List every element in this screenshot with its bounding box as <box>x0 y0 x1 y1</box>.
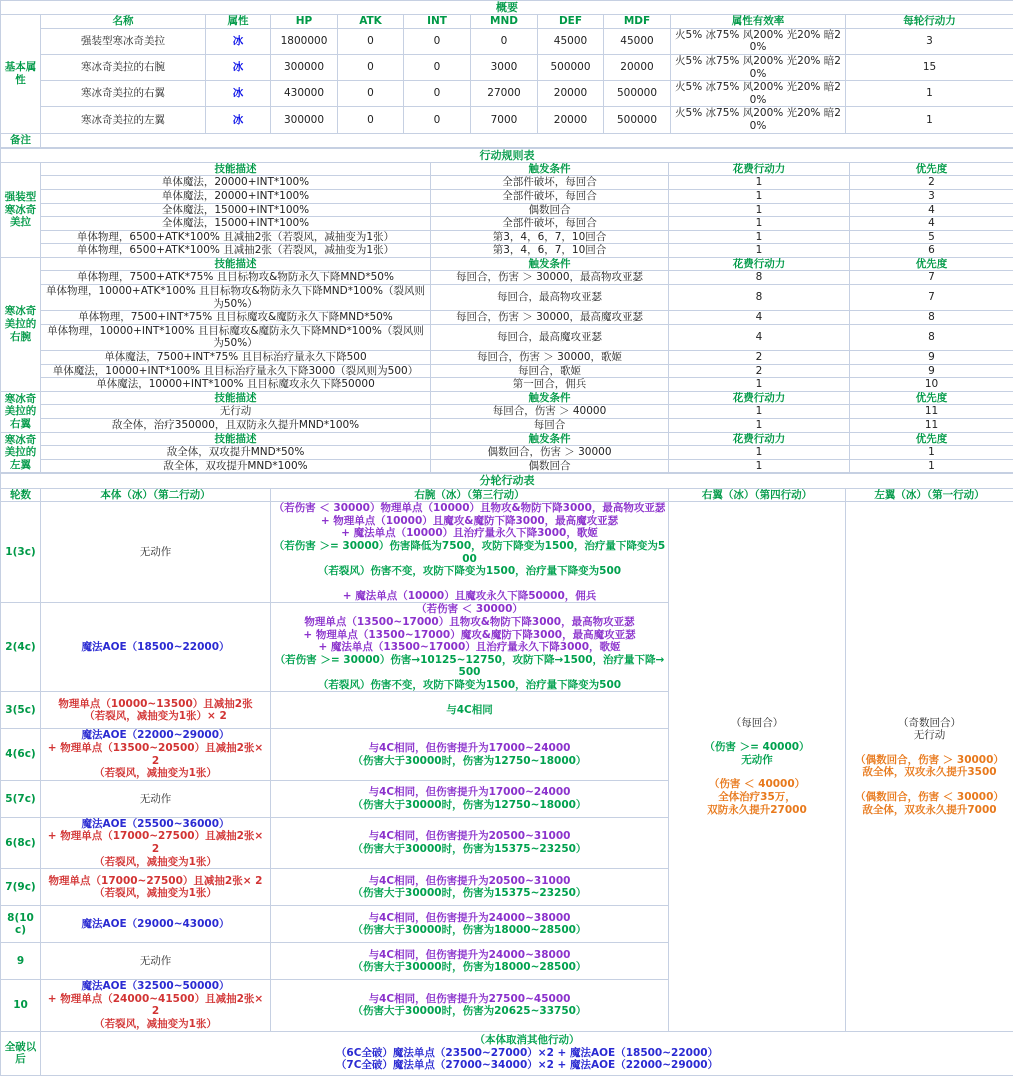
ap-cell: 1 <box>846 81 1013 107</box>
mnd-cell: 3000 <box>471 54 538 80</box>
hp-cell: 430000 <box>271 81 338 107</box>
text-line: + 物理单点（13500~17000）魔攻&魔防下降3000，最高魔攻亚瑟 <box>273 629 666 642</box>
table-row <box>1 1031 1013 1075</box>
mdf-cell: 45000 <box>604 28 671 54</box>
column-header: 右翼（冰）（第四行动） <box>669 488 846 502</box>
arm-action-cell <box>271 502 669 603</box>
trigger-cell: 每回合，伤害 ＞ 30000，最高魔攻亚瑟 <box>431 311 669 325</box>
body-action-cell <box>41 817 271 868</box>
text-line: 与4C相同，但伤害提升为17000~24000 <box>273 742 666 755</box>
priority-cell: 8 <box>850 311 1013 325</box>
skill-cell: 敌全体，双攻提升MND*50% <box>41 446 431 460</box>
cost-cell: 1 <box>669 244 850 258</box>
text-line: + 物理单点（24000~41500）且减抽2张× 2 <box>43 993 268 1018</box>
text-line: （若裂风，减抽变为1张） <box>43 767 268 780</box>
skill-cell: 单体物理，7500+INT*75% 且目标魔攻&魔防永久下降MND*50% <box>41 311 431 325</box>
column-header: HP <box>271 15 338 29</box>
column-header: 花费行动力 <box>669 391 850 405</box>
skill-cell: 单体魔法，7500+INT*75% 且目标治疗量永久下降500 <box>41 351 431 365</box>
atk-cell: 0 <box>338 28 404 54</box>
mdf-cell: 20000 <box>604 54 671 80</box>
priority-cell: 11 <box>850 419 1013 433</box>
trigger-cell: 第3，4，6，7，10回合 <box>431 230 669 244</box>
cost-cell: 4 <box>669 311 850 325</box>
column-header: 花费行动力 <box>669 162 850 176</box>
text-line: （若裂风，减抽变为1张） <box>43 856 268 869</box>
text-line: 与4C相同，但伤害提升为20500~31000 <box>273 875 666 888</box>
table-row <box>1 502 1013 603</box>
cost-cell: 2 <box>669 351 850 365</box>
column-header: 触发条件 <box>431 257 669 271</box>
column-header: 优先度 <box>850 162 1013 176</box>
text-line: 魔法AOE（29000~43000） <box>43 918 268 931</box>
column-header: 技能描述 <box>41 257 431 271</box>
cost-cell: 1 <box>669 217 850 231</box>
body-action-cell <box>41 692 271 729</box>
column-header: MND <box>471 15 538 29</box>
text-line: （若伤害 ＞= 30000）伤害→10125~12750，攻防下降→1500，治疗量下降→500 <box>273 654 666 679</box>
trigger-cell: 全部件破坏，每回合 <box>431 176 669 190</box>
round-label-cell: 7(9c) <box>1 869 41 906</box>
overview-table <box>0 0 1013 148</box>
table-row <box>1 257 1013 271</box>
table-row <box>1 148 1013 162</box>
priority-cell: 9 <box>850 351 1013 365</box>
row-group-label: 寒冰奇美拉的左翼 <box>1 432 41 473</box>
int-cell: 0 <box>404 107 471 133</box>
attr-cell: 冰 <box>206 28 271 54</box>
table-row <box>1 81 1013 107</box>
hp-cell: 300000 <box>271 107 338 133</box>
table-row <box>1 391 1013 405</box>
text-line: 魔法AOE（25500~36000） <box>43 818 268 831</box>
cost-cell: 1 <box>669 203 850 217</box>
body-action-cell <box>41 906 271 943</box>
cost-cell: 1 <box>669 459 850 473</box>
priority-cell: 6 <box>850 244 1013 258</box>
body-action-cell <box>41 980 271 1031</box>
skill-cell: 单体魔法，20000+INT*100% <box>41 189 431 203</box>
column-header: INT <box>404 15 471 29</box>
text-line: （伤害大于30000时，伤害为15375~23250） <box>273 843 666 856</box>
table-row <box>1 176 1013 190</box>
body-action-cell <box>41 502 271 603</box>
text-line: 无动作 <box>43 955 268 968</box>
cost-cell: 4 <box>669 324 850 350</box>
text-line: 无动作 <box>43 546 268 559</box>
text-line: 无动作 <box>43 793 268 806</box>
trigger-cell: 全部件破坏，每回合 <box>431 189 669 203</box>
text-line: 魔法AOE（32500~50000） <box>43 980 268 993</box>
overview-title: 概要 <box>1 1 1013 15</box>
trigger-cell: 每回合，伤害 ＞ 30000，最高物攻亚瑟 <box>431 271 669 285</box>
round-actions-table <box>0 473 1013 1075</box>
cost-cell: 1 <box>669 446 850 460</box>
column-header: 触发条件 <box>431 162 669 176</box>
def-cell: 45000 <box>538 28 604 54</box>
table-row <box>1 203 1013 217</box>
cost-cell: 1 <box>669 176 850 190</box>
skill-cell: 单体物理，10000+ATK*100% 且目标物攻&物防永久下降MND*100%（裂风则为50%） <box>41 285 431 311</box>
row-group-label: 基本属性 <box>1 15 41 133</box>
text-line: 与4C相同 <box>273 704 666 717</box>
table-row <box>1 133 1013 147</box>
eff-cell: 火5% 冰75% 风200% 光20% 暗20% <box>671 107 846 133</box>
allbreak-label: 全破以后 <box>1 1031 41 1075</box>
cost-cell: 8 <box>669 271 850 285</box>
table-row <box>1 230 1013 244</box>
priority-cell: 4 <box>850 203 1013 217</box>
text-line: （伤害大于30000时，伤害为18000~28500） <box>273 924 666 937</box>
column-header: 属性 <box>206 15 271 29</box>
def-cell: 500000 <box>538 54 604 80</box>
text-line: （若裂风）伤害不变，攻防下降变为1500，治疗量下降变为500 <box>273 679 666 692</box>
round-label-cell: 4(6c) <box>1 729 41 780</box>
row-group-label: 强装型寒冰奇美拉 <box>1 162 41 257</box>
column-header: 技能描述 <box>41 162 431 176</box>
text-line <box>273 578 666 590</box>
arm-action-cell <box>271 869 669 906</box>
note-label: 备注 <box>1 133 41 147</box>
round-label-cell: 8(10c) <box>1 906 41 943</box>
hp-cell: 300000 <box>271 54 338 80</box>
trigger-cell: 每回合，最高魔攻亚瑟 <box>431 324 669 350</box>
cost-cell: 1 <box>669 405 850 419</box>
table-row <box>1 378 1013 392</box>
text-line: 无动作 <box>671 754 843 767</box>
body-action-cell <box>41 603 271 692</box>
def-cell: 20000 <box>538 107 604 133</box>
mnd-cell: 27000 <box>471 81 538 107</box>
round-label-cell: 9 <box>1 943 41 980</box>
table-row <box>1 432 1013 446</box>
name-cell: 寒冰奇美拉的右腕 <box>41 54 206 80</box>
trigger-cell: 第3，4，6，7，10回合 <box>431 244 669 258</box>
row-group-label: 寒冰奇美拉的右翼 <box>1 391 41 432</box>
column-header: 优先度 <box>850 391 1013 405</box>
allbreak-cell <box>41 1031 1013 1075</box>
mdf-cell: 500000 <box>604 81 671 107</box>
rounds-title: 分轮行动表 <box>1 474 1013 488</box>
row-group-label: 寒冰奇美拉的右腕 <box>1 257 41 391</box>
table-row <box>1 324 1013 350</box>
name-cell: 强装型寒冰奇美拉 <box>41 28 206 54</box>
column-header: 花费行动力 <box>669 432 850 446</box>
priority-cell: 1 <box>850 459 1013 473</box>
mnd-cell: 0 <box>471 28 538 54</box>
cost-cell: 1 <box>669 419 850 433</box>
cost-cell: 8 <box>669 285 850 311</box>
table-row <box>1 488 1013 502</box>
text-line: 敌全体，双攻永久提升3500 <box>848 766 1011 779</box>
column-header: 触发条件 <box>431 432 669 446</box>
text-line: （偶数回合，伤害 ＞ 30000） <box>848 754 1011 767</box>
body-action-cell <box>41 943 271 980</box>
text-line <box>848 742 1011 754</box>
eff-cell: 火5% 冰75% 风200% 光20% 暗20% <box>671 54 846 80</box>
text-line: （伤害大于30000时，伤害为12750~18000） <box>273 799 666 812</box>
text-line: + 魔法单点（10000）且魔攻永久下降50000，佣兵 <box>273 590 666 603</box>
left-wing-cell <box>846 502 1013 1031</box>
arm-action-cell <box>271 692 669 729</box>
text-line: 魔法AOE（18500~22000） <box>43 641 268 654</box>
table-row <box>1 271 1013 285</box>
priority-cell: 3 <box>850 189 1013 203</box>
table-row <box>1 459 1013 473</box>
text-line: 魔法AOE（22000~29000） <box>43 729 268 742</box>
column-header: 轮数 <box>1 488 41 502</box>
column-header: 技能描述 <box>41 391 431 405</box>
column-header: 技能描述 <box>41 432 431 446</box>
mdf-cell: 500000 <box>604 107 671 133</box>
priority-cell: 8 <box>850 324 1013 350</box>
body-action-cell <box>41 869 271 906</box>
text-line: 敌全体，双攻永久提升7000 <box>848 804 1011 817</box>
text-line: 无行动 <box>848 729 1011 742</box>
trigger-cell: 每回合，歌姬 <box>431 364 669 378</box>
text-line <box>671 766 843 778</box>
text-line: （若裂风，减抽变为1张） <box>43 1018 268 1031</box>
text-line: 与4C相同，但伤害提升为27500~45000 <box>273 993 666 1006</box>
text-line <box>848 779 1011 791</box>
cost-cell: 1 <box>669 378 850 392</box>
skill-cell: 无行动 <box>41 405 431 419</box>
table-row <box>1 162 1013 176</box>
text-line: （本体取消其他行动） <box>43 1034 1011 1047</box>
table-row <box>1 28 1013 54</box>
table-row <box>1 54 1013 80</box>
text-line: （若裂风，减抽变为1张）× 2 <box>43 710 268 723</box>
column-header: 左翼（冰）（第一行动） <box>846 488 1013 502</box>
ap-cell: 1 <box>846 107 1013 133</box>
text-line: （7C全破）魔法单点（27000~34000）×2 + 魔法AOE（22000~29000） <box>43 1059 1011 1072</box>
trigger-cell: 每回合，伤害 ＞ 30000，歌姬 <box>431 351 669 365</box>
skill-cell: 单体魔法，20000+INT*100% <box>41 176 431 190</box>
cost-cell: 2 <box>669 364 850 378</box>
trigger-cell: 全部件破坏，每回合 <box>431 217 669 231</box>
text-line: 全体治疗35万， <box>671 791 843 804</box>
text-line: + 物理单点（10000）且魔攻&魔防下降3000，最高魔攻亚瑟 <box>273 515 666 528</box>
text-line: （伤害大于30000时，伤害为12750~18000） <box>273 755 666 768</box>
eff-cell: 火5% 冰75% 风200% 光20% 暗20% <box>671 81 846 107</box>
skill-cell: 单体物理，7500+ATK*75% 且目标物攻&物防永久下降MND*50% <box>41 271 431 285</box>
text-line: 物理单点（13500~17000）且物攻&物防下降3000，最高物攻亚瑟 <box>273 616 666 629</box>
table-row <box>1 285 1013 311</box>
trigger-cell: 每回合，伤害 ＞ 40000 <box>431 405 669 419</box>
priority-cell: 9 <box>850 364 1013 378</box>
table-row <box>1 217 1013 231</box>
cost-cell: 1 <box>669 189 850 203</box>
column-header: 优先度 <box>850 432 1013 446</box>
text-line: + 魔法单点（10000）且治疗量永久下降3000，歌姬 <box>273 527 666 540</box>
skill-cell: 敌全体，双攻提升MND*100% <box>41 459 431 473</box>
arm-action-cell <box>271 729 669 780</box>
column-header: MDF <box>604 15 671 29</box>
skill-cell: 单体物理，10000+INT*100% 且目标魔攻&魔防永久下降MND*100%（裂风则为50%） <box>41 324 431 350</box>
skill-cell: 单体魔法，10000+INT*100% 且目标魔攻永久下降50000 <box>41 378 431 392</box>
text-line: 物理单点（17000~27500）且减抽2张× 2 <box>43 875 268 888</box>
text-line: （若伤害 ＜ 30000）物理单点（10000）且物攻&物防下降3000，最高物攻亚瑟 <box>273 502 666 515</box>
column-header: 本体（冰）（第二行动） <box>41 488 271 502</box>
table-row <box>1 107 1013 133</box>
rules-title: 行动规则表 <box>1 148 1013 162</box>
trigger-cell: 偶数回合，伤害 ＞ 30000 <box>431 446 669 460</box>
hp-cell: 1800000 <box>271 28 338 54</box>
skill-cell: 敌全体，治疗350000，且双防永久提升MND*100% <box>41 419 431 433</box>
text-line: 双防永久提升27000 <box>671 804 843 817</box>
table-row <box>1 405 1013 419</box>
round-label-cell: 3(5c) <box>1 692 41 729</box>
priority-cell: 2 <box>850 176 1013 190</box>
ap-cell: 15 <box>846 54 1013 80</box>
ap-cell: 3 <box>846 28 1013 54</box>
table-row <box>1 189 1013 203</box>
attr-cell: 冰 <box>206 81 271 107</box>
trigger-cell: 每回合，最高物攻亚瑟 <box>431 285 669 311</box>
atk-cell: 0 <box>338 107 404 133</box>
priority-cell: 5 <box>850 230 1013 244</box>
arm-action-cell <box>271 906 669 943</box>
column-header: 触发条件 <box>431 391 669 405</box>
table-row <box>1 351 1013 365</box>
priority-cell: 4 <box>850 217 1013 231</box>
column-header: 每轮行动力 <box>846 15 1013 29</box>
trigger-cell: 偶数回合 <box>431 459 669 473</box>
trigger-cell: 每回合 <box>431 419 669 433</box>
cost-cell: 1 <box>669 230 850 244</box>
trigger-cell: 偶数回合 <box>431 203 669 217</box>
action-rules-table <box>0 148 1013 474</box>
table-row <box>1 244 1013 258</box>
text-line: （伤害 ＜ 40000） <box>671 778 843 791</box>
name-cell: 寒冰奇美拉的左翼 <box>41 107 206 133</box>
text-line: （若伤害 ＞= 30000）伤害降低为7500，攻防下降变为1500，治疗量下降变为500 <box>273 540 666 565</box>
int-cell: 0 <box>404 54 471 80</box>
text-line: （若伤害 ＜ 30000） <box>273 603 666 616</box>
text-line: + 魔法单点（13500~17000）且治疗量永久下降3000，歌姬 <box>273 641 666 654</box>
text-line: （偶数回合，伤害 ＜ 30000） <box>848 791 1011 804</box>
table-row <box>1 311 1013 325</box>
column-header: 属性有效率 <box>671 15 846 29</box>
attr-cell: 冰 <box>206 107 271 133</box>
round-label-cell: 2(4c) <box>1 603 41 692</box>
attr-cell: 冰 <box>206 54 271 80</box>
round-label-cell: 5(7c) <box>1 780 41 817</box>
text-line: （伤害 ＞= 40000） <box>671 741 843 754</box>
right-wing-cell <box>669 502 846 1031</box>
table-row <box>1 364 1013 378</box>
int-cell: 0 <box>404 81 471 107</box>
column-header: ATK <box>338 15 404 29</box>
text-line: + 物理单点（13500~20500）且减抽2张× 2 <box>43 742 268 767</box>
skill-cell: 单体魔法，10000+INT*100% 且目标治疗量永久下降3000（裂风则为500） <box>41 364 431 378</box>
table-row <box>1 446 1013 460</box>
column-header: 名称 <box>41 15 206 29</box>
table-row <box>1 474 1013 488</box>
arm-action-cell <box>271 603 669 692</box>
arm-action-cell <box>271 817 669 868</box>
column-header: 优先度 <box>850 257 1013 271</box>
text-line: 与4C相同，但伤害提升为20500~31000 <box>273 830 666 843</box>
skill-cell: 单体物理，6500+ATK*100% 且减抽2张（若裂风，减抽变为1张） <box>41 230 431 244</box>
arm-action-cell <box>271 980 669 1031</box>
text-line: （伤害大于30000时，伤害为15375~23250） <box>273 887 666 900</box>
text-line: （每回合） <box>671 717 843 730</box>
text-line: 物理单点（10000~13500）且减抽2张 <box>43 698 268 711</box>
skill-cell: 单体物理，6500+ATK*100% 且减抽2张（若裂风，减抽变为1张） <box>41 244 431 258</box>
text-line: 与4C相同，但伤害提升为24000~38000 <box>273 949 666 962</box>
table-row <box>1 1 1013 15</box>
priority-cell: 7 <box>850 271 1013 285</box>
name-cell: 寒冰奇美拉的右翼 <box>41 81 206 107</box>
text-line: （奇数回合） <box>848 717 1011 730</box>
trigger-cell: 第一回合，佣兵 <box>431 378 669 392</box>
atk-cell: 0 <box>338 81 404 107</box>
round-label-cell: 6(8c) <box>1 817 41 868</box>
text-line: + 物理单点（17000~27500）且减抽2张× 2 <box>43 830 268 855</box>
text-line <box>671 729 843 741</box>
priority-cell: 11 <box>850 405 1013 419</box>
note-cell <box>41 133 1013 147</box>
skill-cell: 全体魔法，15000+INT*100% <box>41 217 431 231</box>
round-label-cell: 10 <box>1 980 41 1031</box>
int-cell: 0 <box>404 28 471 54</box>
mnd-cell: 7000 <box>471 107 538 133</box>
column-header: 花费行动力 <box>669 257 850 271</box>
priority-cell: 7 <box>850 285 1013 311</box>
column-header: DEF <box>538 15 604 29</box>
round-label-cell: 1(3c) <box>1 502 41 603</box>
body-action-cell <box>41 729 271 780</box>
table-row <box>1 419 1013 433</box>
skill-cell: 全体魔法，15000+INT*100% <box>41 203 431 217</box>
arm-action-cell <box>271 943 669 980</box>
table-row <box>1 15 1013 29</box>
text-line: （伤害大于30000时，伤害为18000~28500） <box>273 961 666 974</box>
atk-cell: 0 <box>338 54 404 80</box>
eff-cell: 火5% 冰75% 风200% 光20% 暗20% <box>671 28 846 54</box>
text-line: 与4C相同，但伤害提升为24000~38000 <box>273 912 666 925</box>
text-line: （6C全破）魔法单点（23500~27000）×2 + 魔法AOE（18500~22000） <box>43 1047 1011 1060</box>
priority-cell: 1 <box>850 446 1013 460</box>
text-line: 与4C相同，但伤害提升为17000~24000 <box>273 786 666 799</box>
text-line: （若裂风）伤害不变，攻防下降变为1500，治疗量下降变为500 <box>273 565 666 578</box>
text-line: （若裂风，减抽变为1张） <box>43 887 268 900</box>
priority-cell: 10 <box>850 378 1013 392</box>
arm-action-cell <box>271 780 669 817</box>
body-action-cell <box>41 780 271 817</box>
column-header: 右腕（冰）（第三行动） <box>271 488 669 502</box>
def-cell: 20000 <box>538 81 604 107</box>
text-line: （伤害大于30000时，伤害为20625~33750） <box>273 1005 666 1018</box>
